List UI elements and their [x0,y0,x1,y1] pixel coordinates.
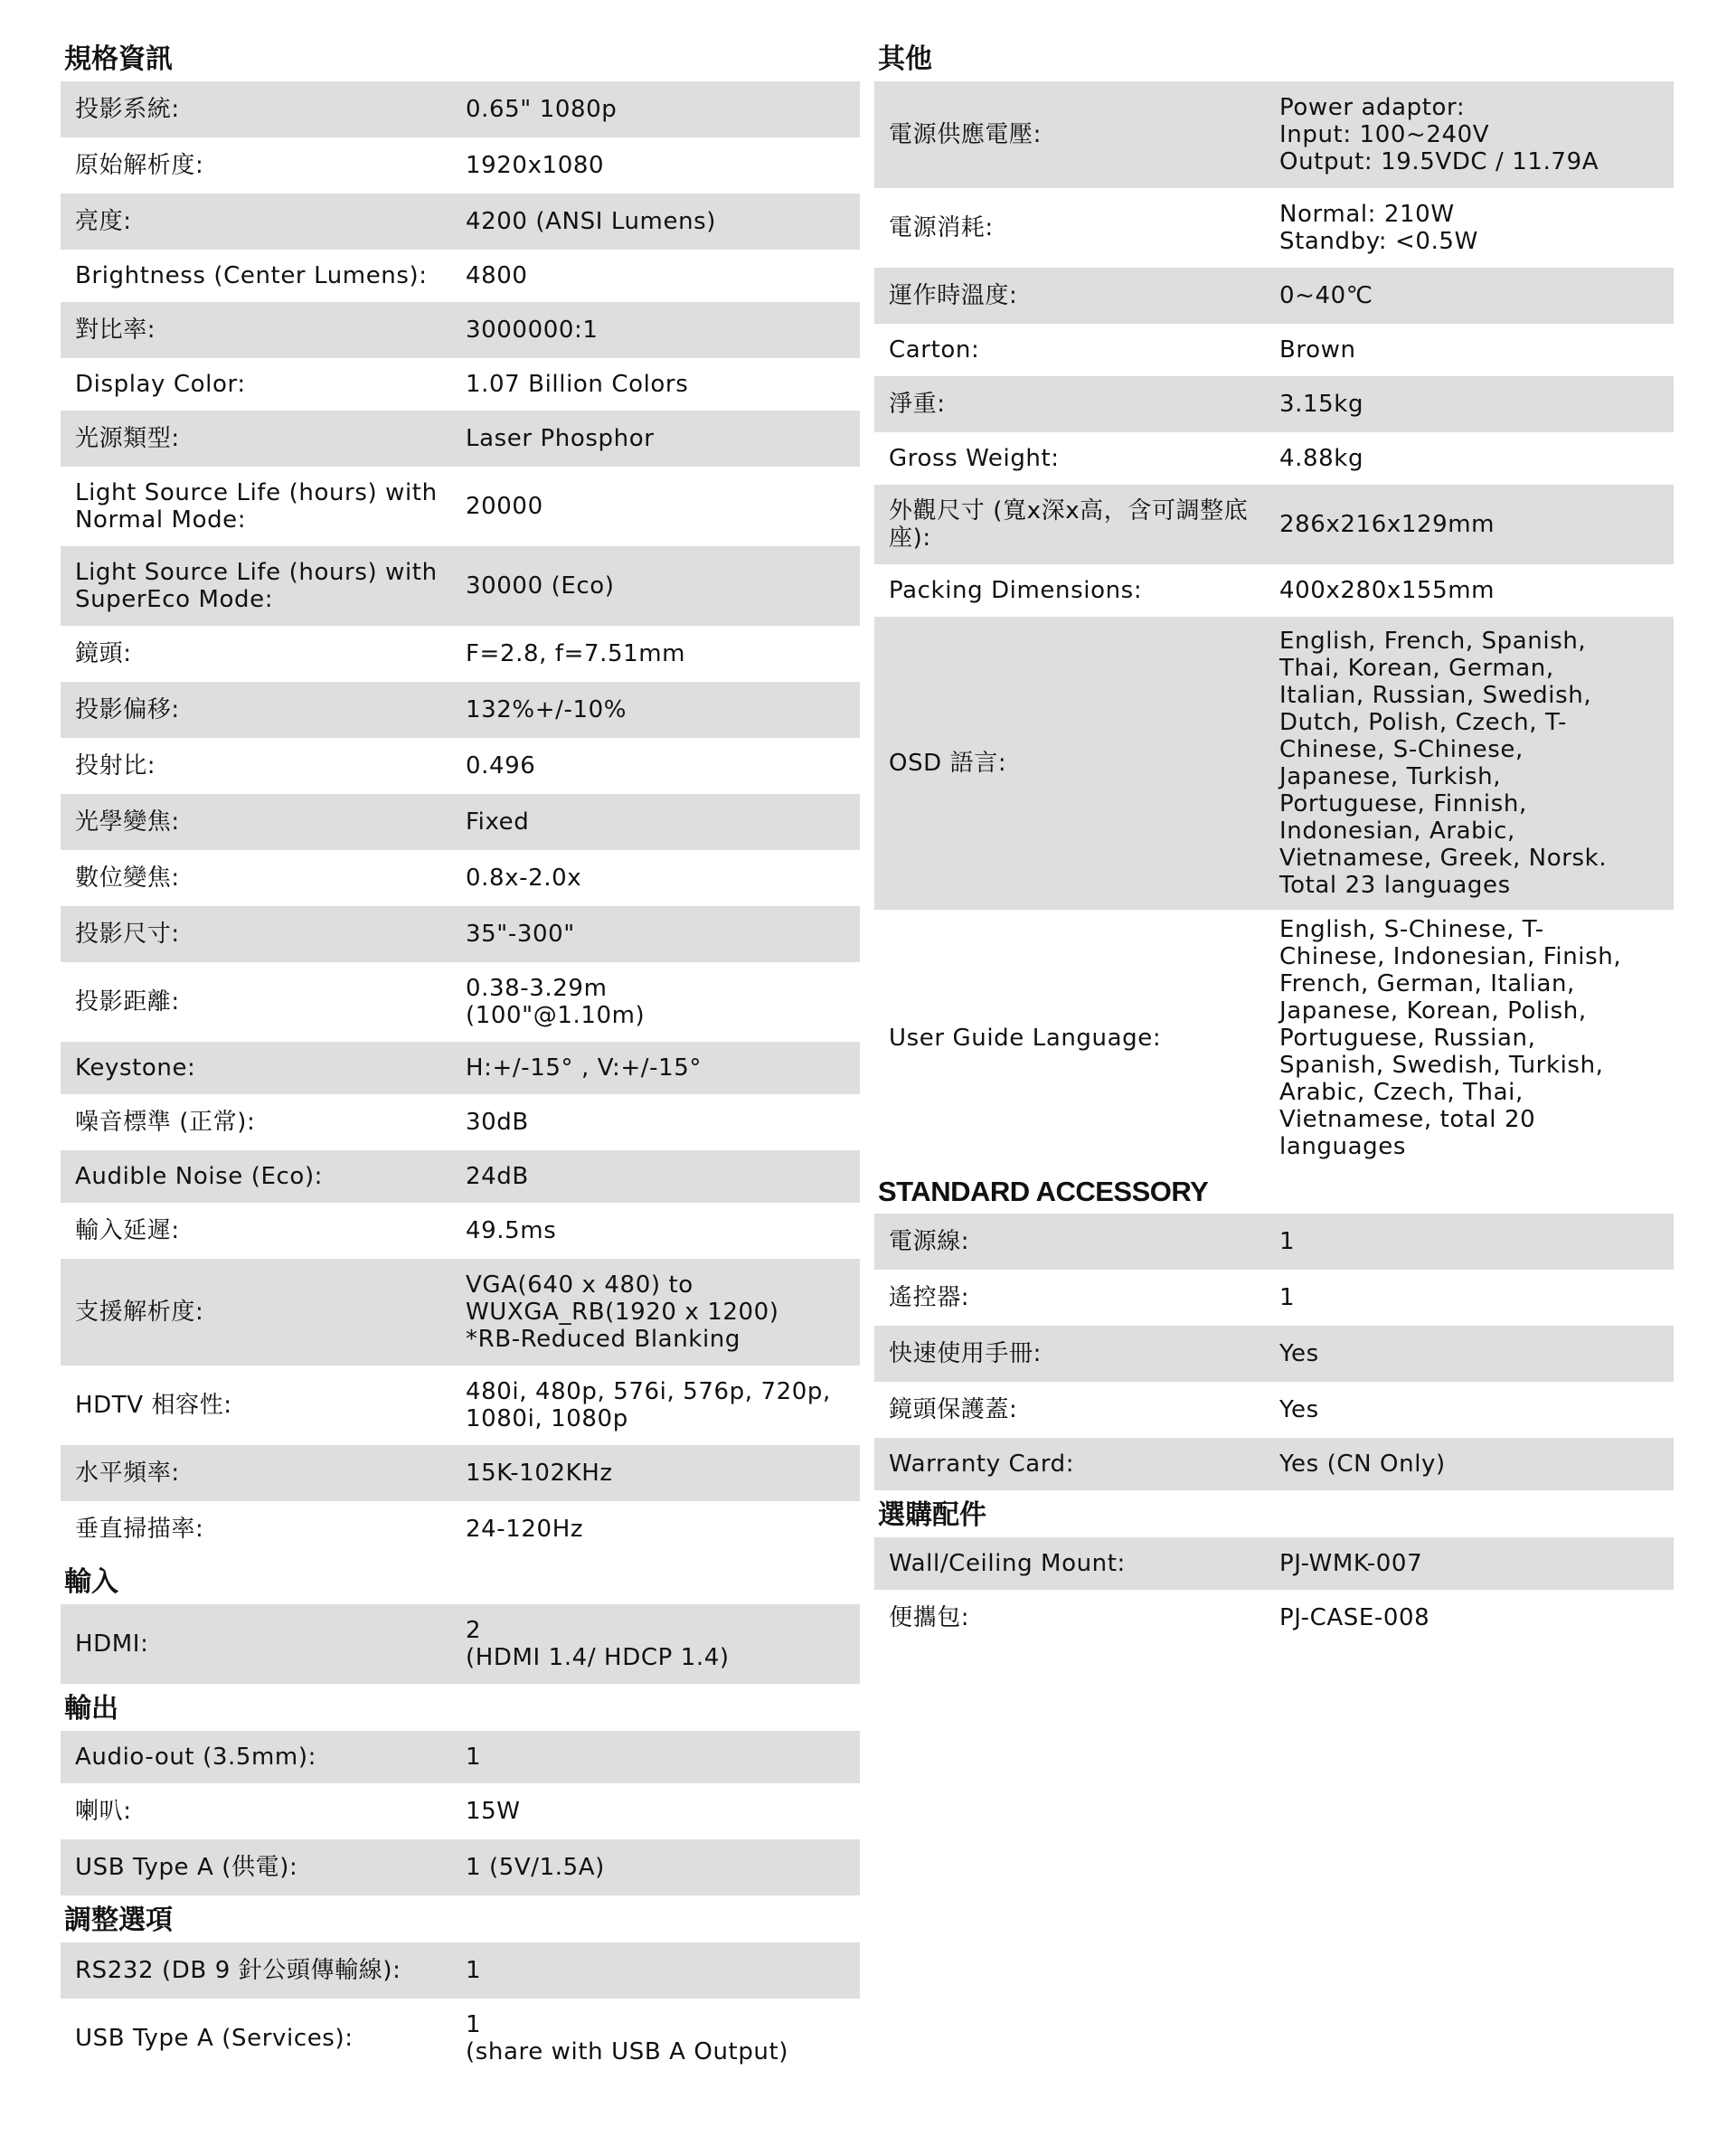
spec-value: 0.65" 1080p [466,96,618,123]
spec-label: 運作時溫度: [889,282,1018,309]
spec-value: 30dB [466,1109,529,1136]
spec-row [61,794,860,850]
spec-value: 35"-300" [466,921,575,948]
section-title: 調整選項 [64,1904,173,1936]
spec-label: 亮度: [75,208,132,235]
spec-row [61,906,860,962]
spec-value: VGA(640 x 480) to WUXGA_RB(1920 x 1200) *RB-Reduced Blanking [466,1271,779,1353]
spec-label: 光學變焦: [75,808,180,836]
spec-value: Yes (CN Only) [1279,1451,1446,1478]
spec-value: Yes [1279,1340,1319,1367]
spec-value: Normal: 210W Standby: <0.5W [1279,201,1478,255]
spec-value: 1 (share with USB A Output) [466,2011,789,2065]
right-column [874,34,1674,1646]
spec-row [61,1259,860,1366]
spec-row [61,962,860,1042]
spec-row [61,411,860,467]
spec-label: USB Type A (Services): [75,2025,354,2052]
spec-value: Power adaptor: Input: 100~240V Output: 19.5VDC / 11.79A [1279,94,1599,175]
spec-label: 投影距離: [75,988,180,1016]
spec-value: 132%+/-10% [466,696,627,723]
spec-value: 24-120Hz [466,1516,584,1543]
spec-row [874,1590,1674,1646]
spec-value: 4200 (ANSI Lumens) [466,208,717,235]
spec-row [61,1150,860,1203]
spec-row [874,376,1674,432]
spec-row [61,1501,860,1557]
spec-value: 1 [466,1744,482,1771]
spec-label: Gross Weight: [889,445,1060,472]
spec-label: 鏡頭: [75,640,132,667]
spec-row [61,1445,860,1501]
spec-row [874,268,1674,324]
spec-row [874,910,1674,1167]
spec-row [61,1094,860,1150]
spec-row [61,1604,860,1684]
spec-label: 光源類型: [75,425,180,452]
spec-value: 24dB [466,1163,529,1190]
spec-row [61,546,860,626]
spec-value: 0.8x-2.0x [466,865,582,892]
spec-value: 1 (5V/1.5A) [466,1854,605,1881]
spec-row [61,1942,860,1999]
spec-value: 15K-102KHz [466,1460,613,1487]
spec-label: 投影系統: [75,96,180,123]
section-title: STANDARD ACCESSORY [878,1176,1209,1207]
spec-label: 投射比: [75,752,156,780]
spec-label: 淨重: [889,391,946,418]
spec-row [874,432,1674,485]
spec-row [61,626,860,682]
spec-label: 投影偏移: [75,696,180,723]
spec-value: 0~40℃ [1279,282,1373,309]
spec-value: English, French, Spanish, Thai, Korean, German, Italian, Russian, Swedish, Dutch, Polish, Czech, T- Chinese, S-Chinese, Japanese, Turkish, Portuguese, Finnish, Indonesian, Arabic, Vietnamese, Greek, Norsk. Total 23 languages [1279,628,1608,899]
spec-label: Audible Noise (Eco): [75,1163,324,1190]
spec-row [61,850,860,906]
spec-row [61,194,860,250]
spec-label: 電源消耗: [889,214,994,241]
spec-label: 水平頻率: [75,1460,180,1487]
spec-label: HDTV 相容性: [75,1392,232,1419]
spec-value: 15W [466,1798,521,1825]
spec-label: Light Source Life (hours) with Normal Mode: [75,479,438,534]
section-title: 輸出 [64,1693,118,1725]
spec-label: Packing Dimensions: [889,577,1143,604]
spec-value: Fixed [466,808,530,836]
left-column [61,34,860,2078]
spec-label: 數位變焦: [75,865,180,892]
spec-row [61,137,860,194]
spec-value: 3000000:1 [466,317,599,344]
spec-value: 2 (HDMI 1.4/ HDCP 1.4) [466,1617,730,1671]
spec-row [874,81,1674,188]
spec-label: 電源線: [889,1228,970,1255]
spec-row [874,1214,1674,1270]
spec-value: F=2.8, f=7.51mm [466,640,686,667]
spec-label: 鏡頭保護蓋: [889,1396,1018,1423]
spec-value: H:+/-15° , V:+/-15° [466,1054,702,1082]
spec-row [874,188,1674,268]
spec-row [61,1042,860,1094]
spec-value: 286x216x129mm [1279,511,1495,538]
spec-row [61,738,860,794]
spec-value: Yes [1279,1396,1319,1423]
spec-row [61,358,860,411]
spec-row [874,324,1674,376]
spec-label: 輸入延遲: [75,1217,180,1244]
spec-label: Audio-out (3.5mm): [75,1744,316,1771]
spec-value: 0.38-3.29m (100"@1.10m) [466,975,646,1029]
spec-row [61,682,860,738]
section-title: 規格資訊 [64,43,173,75]
spec-label: RS232 (DB 9 針公頭傳輸線): [75,1957,401,1984]
section-title: 選購配件 [878,1499,986,1531]
spec-label: 喇叭: [75,1798,132,1825]
spec-row [61,1839,860,1895]
spec-label: 外觀尺寸 (寬x深x高，含可調整底 座): [889,497,1249,552]
spec-value: 20000 [466,493,543,520]
spec-value: Laser Phosphor [466,425,655,452]
spec-value: 4.88kg [1279,445,1364,472]
spec-row [61,1203,860,1259]
spec-label: Keystone: [75,1054,196,1082]
spec-label: 電源供應電壓: [889,121,1042,148]
spec-label: Light Source Life (hours) with SuperEco Mode: [75,559,438,613]
spec-value: 1.07 Billion Colors [466,371,689,398]
spec-label: User Guide Language: [889,1025,1162,1052]
spec-label: 便攜包: [889,1604,970,1631]
spec-row [874,1438,1674,1490]
spec-label: 遙控器: [889,1284,970,1311]
spec-value: 1920x1080 [466,152,605,179]
spec-row [61,1366,860,1445]
spec-label: 支援解析度: [75,1299,204,1326]
spec-value: 30000 (Eco) [466,572,615,600]
section-title: 其他 [878,43,932,75]
spec-row [874,1326,1674,1382]
spec-value: 400x280x155mm [1279,577,1495,604]
spec-value: 4800 [466,262,528,289]
spec-label: HDMI: [75,1630,149,1658]
spec-row [874,617,1674,910]
spec-value: 480i, 480p, 576i, 576p, 720p, 1080i, 1080p [466,1378,831,1432]
spec-label: 對比率: [75,317,156,344]
spec-row [61,250,860,302]
spec-label: Warranty Card: [889,1451,1075,1478]
spec-label: OSD 語言: [889,750,1007,777]
spec-row [61,81,860,137]
spec-label: 快速使用手冊: [889,1340,1042,1367]
spec-label: Display Color: [75,371,246,398]
section-title: 輸入 [64,1566,118,1598]
spec-row [61,1731,860,1783]
spec-value: 1 [1279,1284,1296,1311]
spec-value: Brown [1279,336,1356,364]
spec-value: 0.496 [466,752,536,780]
spec-label: 原始解析度: [75,152,204,179]
spec-label: Wall/Ceiling Mount: [889,1550,1126,1577]
spec-row [874,564,1674,617]
spec-label: 垂直掃描率: [75,1516,204,1543]
spec-row [61,1783,860,1839]
spec-row [874,1382,1674,1438]
spec-value: 1 [466,1957,482,1984]
spec-label: 噪音標準 (正常): [75,1109,256,1136]
spec-row [61,467,860,546]
spec-row [61,302,860,358]
spec-value: English, S-Chinese, T- Chinese, Indonesian, Finish, French, German, Italian, Japanese, Korean, Polish, Portuguese, Russian, Spanish, Swedish, Turkish, Arabic, Czech, Thai, Vietnamese, total 20 languages [1279,916,1622,1160]
spec-row [874,485,1674,564]
spec-label: 投影尺寸: [75,921,180,948]
spec-value: 49.5ms [466,1217,557,1244]
spec-value: 1 [1279,1228,1296,1255]
spec-label: USB Type A (供電): [75,1854,298,1881]
spec-value: PJ-WMK-007 [1279,1550,1423,1577]
spec-value: 3.15kg [1279,391,1364,418]
spec-row [874,1537,1674,1590]
spec-value: PJ-CASE-008 [1279,1604,1430,1631]
spec-label: Carton: [889,336,980,364]
spec-row [874,1270,1674,1326]
spec-row [61,1999,860,2078]
spec-label: Brightness (Center Lumens): [75,262,428,289]
